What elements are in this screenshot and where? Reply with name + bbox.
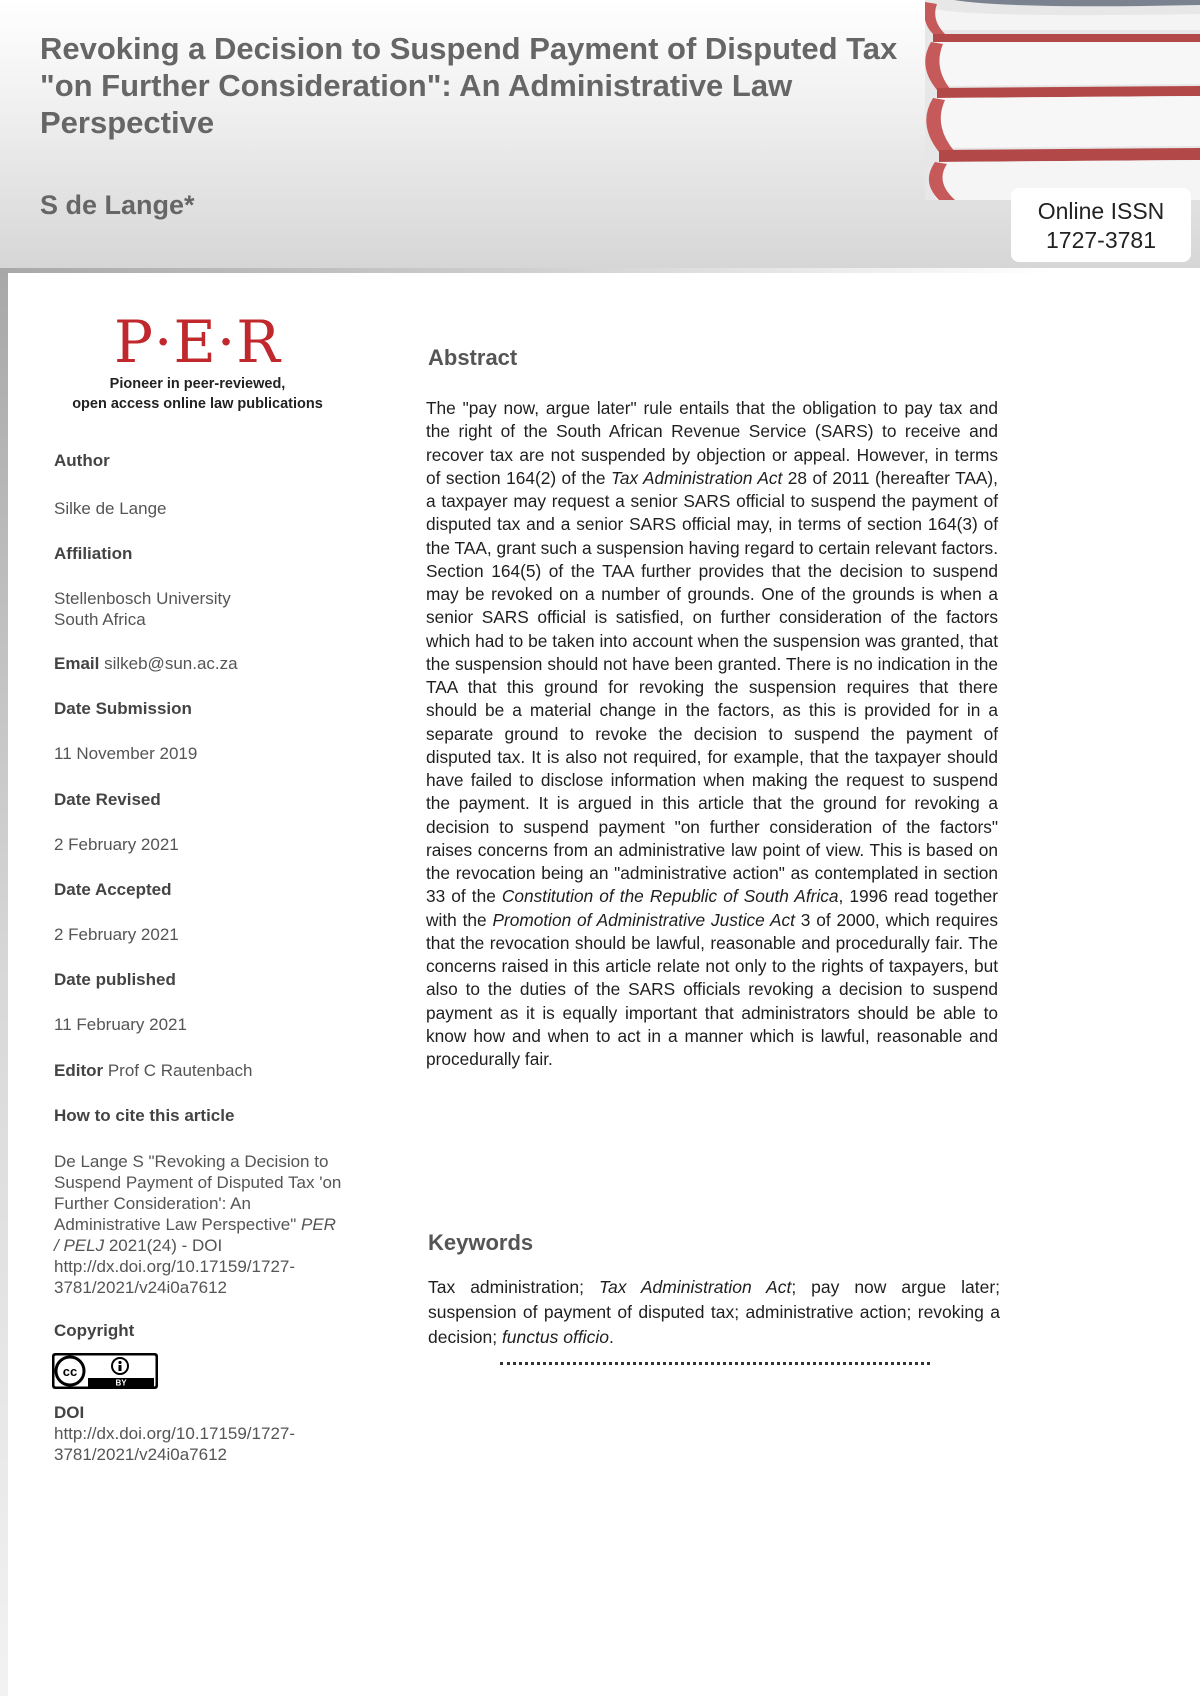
copyright-label: Copyright: [54, 1321, 135, 1340]
abstract-italic-3: Promotion of Administrative Justice Act: [492, 909, 795, 930]
cc-by-license-badge[interactable]: [52, 1353, 158, 1389]
license-badge-text: BY: [115, 1378, 127, 1388]
citation-rest: 2021(24) - DOI http://dx.doi.org/10.17159/1727-3781/2021/v24i0a7612: [54, 1236, 296, 1297]
email-label: Email: [54, 654, 100, 673]
abstract-italic-1: Tax Administration Act: [610, 467, 783, 488]
logo-mark: P·E·R: [114, 308, 281, 376]
abstract-italic-2: Constitution of the Republic of South Africa: [501, 886, 839, 907]
author-value: Silke de Lange: [54, 499, 167, 518]
email-value[interactable]: silkeb@sun.ac.za: [104, 654, 238, 673]
cc-icon: [52, 1353, 158, 1389]
logo-tagline-line-2: open access online law publications: [72, 396, 323, 412]
revised-label: Date Revised: [54, 790, 161, 809]
doi-label: DOI: [54, 1403, 85, 1422]
svg-text:cc: cc: [62, 1364, 78, 1379]
books-stack-image: [925, 0, 1200, 200]
issn-number: 1727-3781: [1046, 227, 1156, 253]
submission-value: 11 November 2019: [54, 744, 198, 763]
abstract-heading: Abstract: [428, 345, 518, 370]
citation: [54, 1151, 344, 1298]
page-frame-left: [0, 268, 8, 1696]
submission-label: Date Submission: [54, 699, 192, 718]
per-logo: [50, 310, 345, 414]
abstract-text-1: The "pay now, argue later" rule entails that the obligation to pay tax and the right of the South African Revenue Service (SARS) to receive and recover tax are not suspended by objection or appeal. However, in terms of section 164(2) of the: [426, 398, 998, 488]
citation-text: De Lange S "Revoking a Decision to Suspend Payment of Disputed Tax 'on Further Consideration': An Administrative Law Perspective": [54, 1152, 342, 1234]
keywords-body: [428, 1275, 1000, 1350]
affiliation-line-2: South Africa: [54, 610, 146, 629]
affiliation-label: Affiliation: [54, 544, 133, 563]
abstract-text-2: 28 of 2011 (hereafter TAA), a taxpayer may request a senior SARS official to suspend the payment of disputed tax and a senior SARS official may, in terms of section 164(3) of the TAA, grant such a suspension having regard to certain relevant factors. Section 164(5) of the TAA further provides that the decision to suspend may be revoked on a number of grounds. One of the grounds is when a senior SARS official is satisfied, on further consideration of the factors which had to be taken into account when the suspension was granted, that the suspension should not have been granted. There is no indication in the TAA that this ground for revoking the suspension requires that there should be a material change in the factors, as this is provided for in a separate ground to revoke the decision to suspend the payment of disputed tax. It is also not required, for example, that the taxpayer should have failed to disclose information when making the request to suspend the payment. It is argued in this article that the ground for revoking a decision to suspend payment "on further consideration of the factors" raises concerns from an administrative law point of view. This is based on the revocation being an "administrative action" as contemplated in section 33 of the: [426, 467, 998, 907]
affiliation-line-1: Stellenbosch University: [54, 589, 231, 608]
abstract-text-3: , 1996 read together with the: [426, 886, 998, 930]
abstract-text-4: 3 of 2000, which requires that the revocation should be lawful, reasonable and procedurally fair. The concerns raised in this article relate not only to the rights of taxpayers, but also to the duties of the SARS officials revoking a decision to suspend payment as it is equally important that administrators should be able to know how and when to act in a manner which is lawful, reasonable and procedurally fair.: [426, 909, 999, 1069]
email-row: [54, 653, 344, 674]
keywords-italic-2: functus officio: [501, 1327, 609, 1347]
page-frame-top: [0, 268, 1050, 273]
published-label: Date published: [54, 970, 176, 989]
revised-value: 2 February 2021: [54, 835, 179, 854]
article-title: Revoking a Decision to Suspend Payment of Disputed Tax "on Further Consideration": An Administrative Law Perspective: [40, 31, 898, 140]
keywords-text-2: ; pay now argue later; suspension of payment of disputed tax; administrative action; revoking a decision;: [428, 1277, 1001, 1347]
accepted-value: 2 February 2021: [54, 925, 179, 944]
keywords-text-1: Tax administration;: [428, 1277, 599, 1297]
editor-row: [54, 1060, 344, 1081]
keywords-heading: Keywords: [428, 1230, 534, 1255]
published-value: 11 February 2021: [54, 1015, 187, 1034]
keywords-text-3: .: [608, 1327, 614, 1347]
author-label: Author: [54, 451, 110, 470]
article-author: S de Lange*: [40, 190, 195, 220]
accepted-label: Date Accepted: [54, 880, 172, 899]
doi-value[interactable]: http://dx.doi.org/10.17159/1727-3781/2021/v24i0a7612: [54, 1424, 296, 1464]
keywords-italic-1: Tax Administration Act: [598, 1277, 792, 1297]
logo-tagline-line-1: Pioneer in peer-reviewed,: [109, 376, 286, 392]
editor-label: Editor: [54, 1061, 104, 1080]
editor-value: Prof C Rautenbach: [107, 1061, 253, 1080]
issn-box: [1011, 188, 1191, 262]
cite-label: How to cite this article: [54, 1106, 235, 1125]
citation-journal: PER / PELJ: [54, 1215, 336, 1255]
dotted-separator: [500, 1362, 930, 1365]
header-banner: [0, 0, 1200, 268]
logo-tagline: [50, 374, 345, 414]
abstract-body: [426, 397, 998, 1071]
issn-label: Online ISSN: [1037, 198, 1165, 224]
